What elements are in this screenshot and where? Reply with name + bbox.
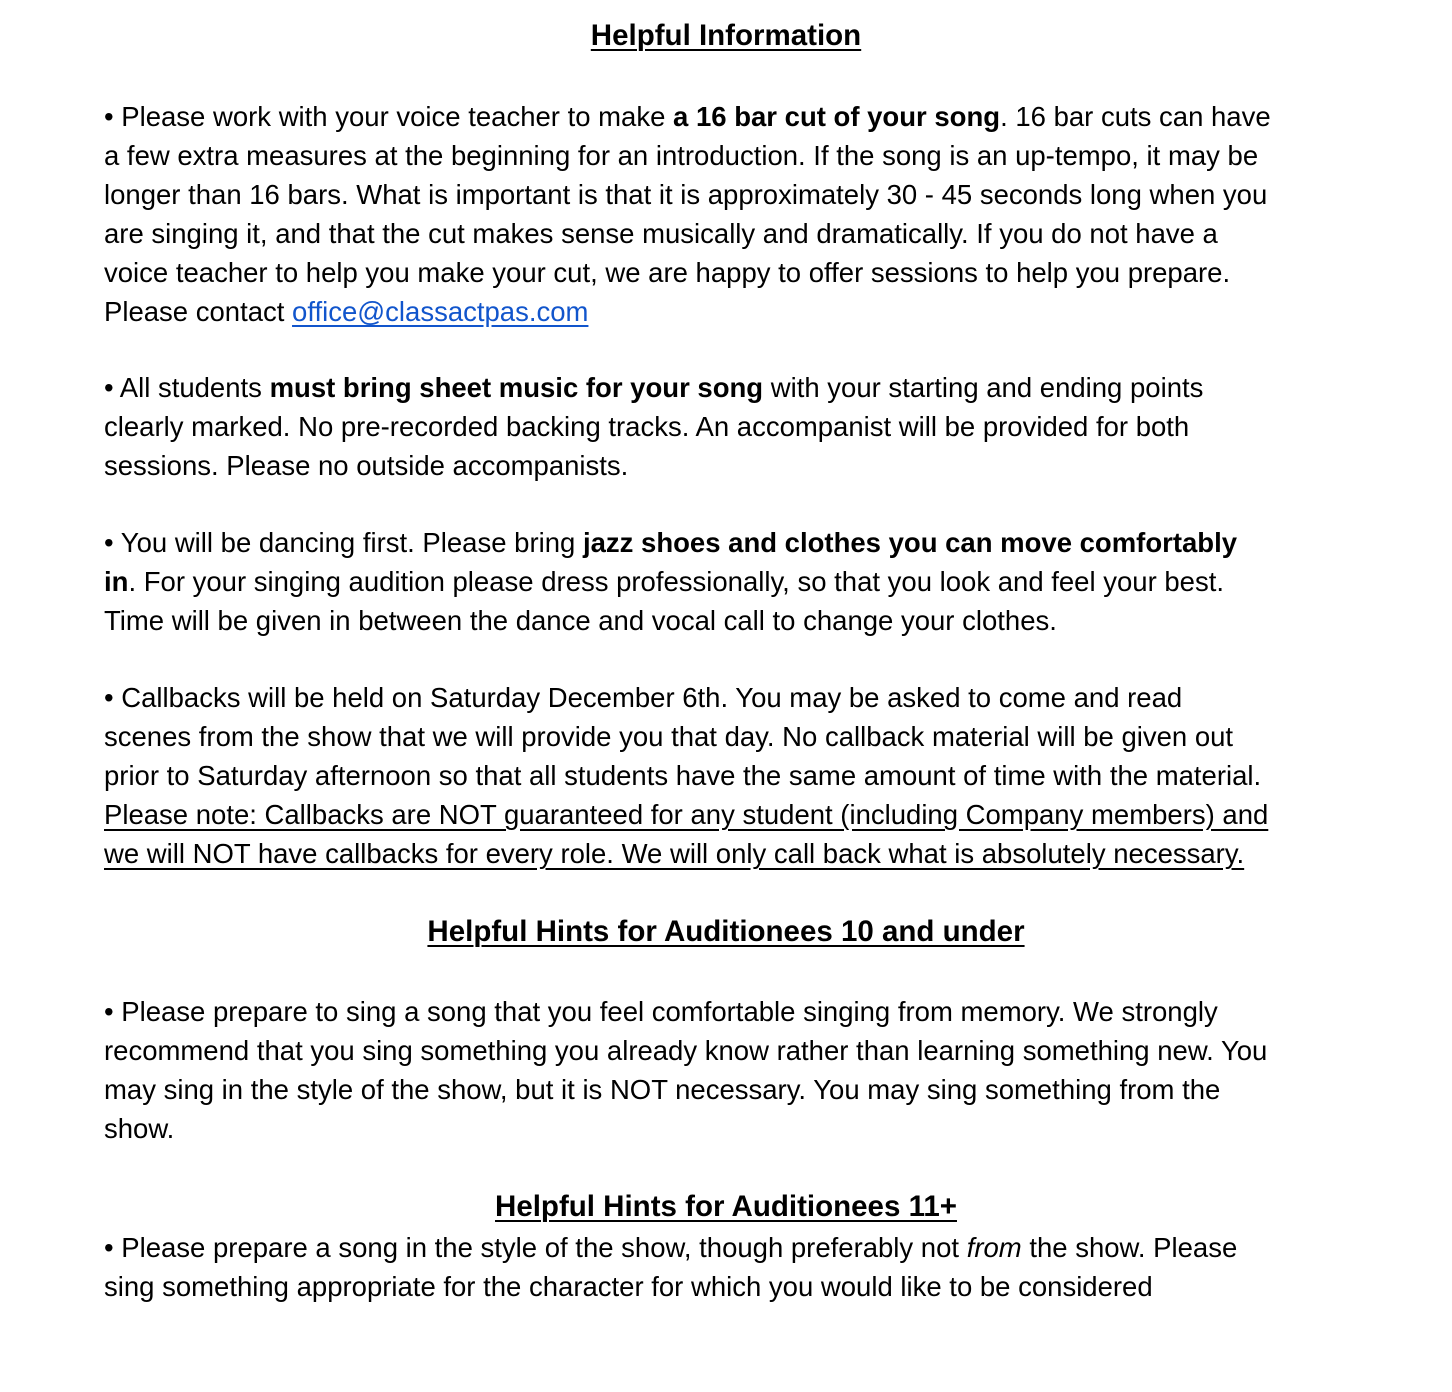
text: • You will be dancing first. Please bring: [104, 527, 583, 558]
bold-text: jazz shoes and clothes you can move comfortably: [582, 527, 1238, 558]
email-link[interactable]: office@classactpas.com: [292, 296, 589, 327]
line: • Please prepare to sing a song that you feel comfortable singing from memory. We strongly: [104, 996, 1218, 1027]
text: with your starting and ending points: [763, 372, 1204, 403]
paragraph-hints-10-and-under: [104, 992, 1354, 1148]
line: prior to Saturday afternoon so that all students have the same amount of time with the material.: [104, 760, 1262, 791]
line: [104, 368, 1354, 407]
line: clearly marked. No pre-recorded backing tracks. An accompanist will be provided for both: [104, 411, 1190, 442]
text: • Please work with your voice teacher to make: [104, 101, 674, 132]
bold-text: a 16 bar cut of your song: [673, 101, 1001, 132]
line: [104, 292, 1354, 331]
paragraph-hints-11-plus: [104, 1228, 1354, 1306]
line: are singing it, and that the cut makes sense musically and dramatically. If you do not have a: [104, 218, 1218, 249]
line: [104, 795, 1354, 834]
line: Time will be given in between the dance and vocal call to change your clothes.: [104, 605, 1057, 636]
paragraph-sheet-music: [104, 368, 1354, 485]
bold-text: must bring sheet music for your song: [269, 372, 764, 403]
heading-hints-10-and-under: Helpful Hints for Auditionees 10 and under: [427, 915, 1025, 948]
heading-helpful-information: Helpful Information: [590, 19, 862, 52]
text: the show. Please: [1021, 1232, 1238, 1263]
line: [104, 97, 1354, 136]
paragraph-dancing: [104, 523, 1354, 640]
line: scenes from the show that we will provide you that day. No callback material will be given out: [104, 721, 1234, 752]
text: • All students: [104, 372, 270, 403]
text: . For your singing audition please dress professionally, so that you look and feel your best.: [128, 566, 1224, 597]
text: . 16 bar cuts can have: [1000, 101, 1271, 132]
line: show.: [104, 1113, 175, 1144]
line: [104, 562, 1354, 601]
bold-text: in: [104, 566, 129, 597]
underlined-note: we will NOT have callbacks for every role. We will only call back what is absolutely necessary.: [104, 838, 1245, 869]
text: • Please prepare a song in the style of the show, though preferably not: [104, 1232, 967, 1263]
line: [104, 1228, 1354, 1267]
line: recommend that you sing something you already know rather than learning something new. You: [104, 1035, 1268, 1066]
paragraph-16-bar-cut: [104, 97, 1354, 331]
paragraph-callbacks: [104, 678, 1354, 873]
line: [104, 523, 1354, 562]
line: a few extra measures at the beginning for an introduction. If the song is an up-tempo, it may be: [104, 140, 1259, 171]
line: • Callbacks will be held on Saturday December 6th. You may be asked to come and read: [104, 682, 1183, 713]
underlined-note: Please note: Callbacks are NOT guaranteed for any student (including Company members) and: [104, 799, 1269, 830]
line: longer than 16 bars. What is important is that it is approximately 30 - 45 seconds long when you: [104, 179, 1268, 210]
text: Please contact: [104, 296, 293, 327]
line: may sing in the style of the show, but it is NOT necessary. You may sing something from the: [104, 1074, 1221, 1105]
heading-hints-11-plus: Helpful Hints for Auditionees 11+: [495, 1190, 957, 1223]
line: [104, 834, 1354, 873]
line: sessions. Please no outside accompanists.: [104, 450, 629, 481]
line: sing something appropriate for the character for which you would like to be considered: [104, 1271, 1153, 1302]
line: voice teacher to help you make your cut, we are happy to offer sessions to help you prepare.: [104, 257, 1231, 288]
italic-text: from: [966, 1232, 1022, 1263]
